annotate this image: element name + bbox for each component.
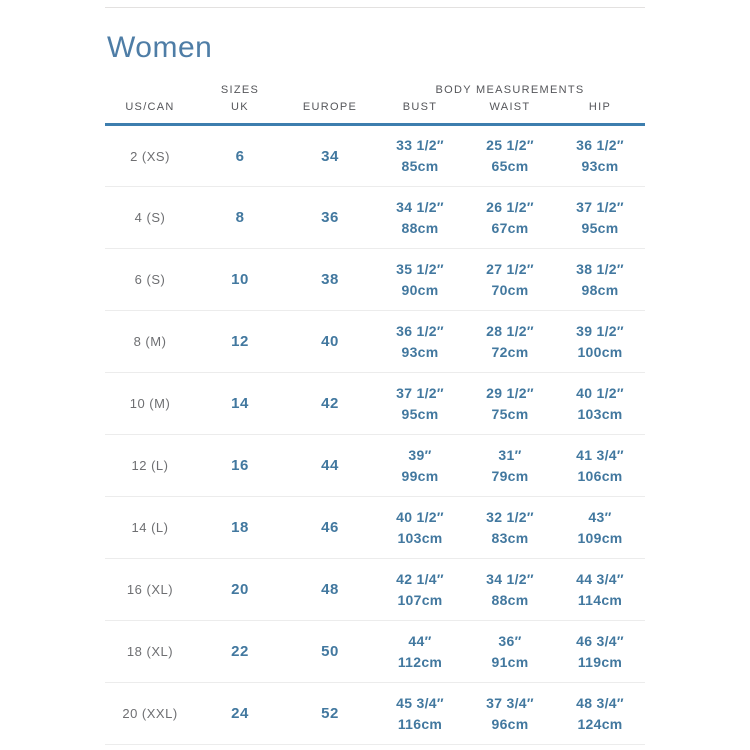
hip-measurement xyxy=(555,125,645,187)
waist-inches: 37 3/4″ xyxy=(486,694,534,711)
table-row xyxy=(105,311,645,373)
hip-measurement xyxy=(555,373,645,435)
hip-cm: 103cm xyxy=(577,405,623,422)
bust-inches: 36 1/2″ xyxy=(396,322,444,339)
waist-cm: 79cm xyxy=(491,467,529,484)
hip-inches: 46 3/4″ xyxy=(576,632,624,649)
waist-cm: 65cm xyxy=(491,158,529,174)
col-header-europe: EUROPE xyxy=(285,101,375,125)
column-header-row xyxy=(105,101,645,125)
uk-size: 8 xyxy=(235,209,245,226)
bust-inches: 34 1/2″ xyxy=(396,198,444,215)
waist-inches: 32 1/2″ xyxy=(486,508,534,525)
hip-measurement xyxy=(555,559,645,621)
bust-measurement xyxy=(375,249,465,311)
europe-size: 52 xyxy=(321,705,339,722)
bust-cm: 90cm xyxy=(401,281,439,298)
hip-cm: 100cm xyxy=(577,343,623,360)
hip-inches: 43″ xyxy=(588,508,612,525)
us-can-size: 14 (L) xyxy=(131,520,169,535)
col-header-us-can: US/CAN xyxy=(105,101,195,125)
europe-size: 44 xyxy=(321,457,339,474)
bust-inches: 45 3/4″ xyxy=(396,694,444,711)
hip-cm: 95cm xyxy=(581,219,619,236)
uk-size: 22 xyxy=(231,643,249,660)
women-size-table xyxy=(105,84,645,745)
waist-cm: 72cm xyxy=(491,343,529,360)
bust-measurement xyxy=(375,683,465,745)
hip-inches: 39 1/2″ xyxy=(576,322,624,339)
hip-cm: 109cm xyxy=(577,529,623,546)
europe-size: 42 xyxy=(321,395,339,412)
bust-cm: 99cm xyxy=(401,467,439,484)
table-row xyxy=(105,125,645,187)
bust-measurement xyxy=(375,373,465,435)
uk-size: 6 xyxy=(235,147,245,165)
uk-size: 14 xyxy=(231,395,249,412)
waist-measurement xyxy=(465,559,555,621)
bust-cm: 103cm xyxy=(397,529,443,546)
hip-measurement xyxy=(555,187,645,249)
waist-measurement xyxy=(465,311,555,373)
hip-inches: 44 3/4″ xyxy=(576,570,624,587)
group-header-body-measurements: BODY MEASUREMENTS xyxy=(435,84,585,96)
col-header-bust: BUST xyxy=(375,101,465,125)
bust-inches: 37 1/2″ xyxy=(396,384,444,401)
uk-size: 20 xyxy=(231,581,249,598)
page-title: Women xyxy=(107,31,213,64)
bust-measurement xyxy=(375,435,465,497)
hip-inches: 36 1/2″ xyxy=(576,137,624,153)
hip-cm: 124cm xyxy=(577,715,623,732)
us-can-size: 20 (XXL) xyxy=(122,706,178,721)
hip-measurement xyxy=(555,435,645,497)
waist-cm: 83cm xyxy=(491,529,529,546)
group-header-sizes: SIZES xyxy=(220,84,260,96)
hip-measurement xyxy=(555,683,645,745)
us-can-size: 8 (M) xyxy=(133,334,167,349)
waist-inches: 28 1/2″ xyxy=(486,322,534,339)
waist-inches: 25 1/2″ xyxy=(486,137,534,153)
hip-measurement xyxy=(555,249,645,311)
waist-cm: 91cm xyxy=(491,653,529,670)
europe-size: 40 xyxy=(321,333,339,350)
us-can-size: 16 (XL) xyxy=(126,582,174,597)
bust-measurement xyxy=(375,187,465,249)
table-row xyxy=(105,373,645,435)
europe-size: 50 xyxy=(321,643,339,660)
bust-measurement xyxy=(375,125,465,187)
waist-cm: 88cm xyxy=(491,591,529,608)
size-table-body xyxy=(105,125,645,745)
uk-size: 10 xyxy=(231,271,249,288)
waist-measurement xyxy=(465,249,555,311)
us-can-size: 18 (XL) xyxy=(126,644,174,659)
bust-inches: 35 1/2″ xyxy=(396,260,444,277)
waist-inches: 31″ xyxy=(498,446,522,463)
us-can-size: 6 (S) xyxy=(134,272,166,287)
uk-size: 16 xyxy=(231,457,249,474)
hip-cm: 106cm xyxy=(577,467,623,484)
waist-cm: 70cm xyxy=(491,281,529,298)
top-divider xyxy=(105,7,645,8)
hip-measurement xyxy=(555,311,645,373)
bust-cm: 107cm xyxy=(397,591,443,608)
bust-cm: 112cm xyxy=(397,653,443,670)
bust-inches: 33 1/2″ xyxy=(396,137,444,153)
uk-size: 12 xyxy=(231,333,249,350)
table-row xyxy=(105,683,645,745)
waist-cm: 67cm xyxy=(491,219,529,236)
hip-cm: 114cm xyxy=(577,591,623,608)
europe-size: 46 xyxy=(321,519,339,536)
waist-measurement xyxy=(465,621,555,683)
waist-inches: 34 1/2″ xyxy=(486,570,534,587)
bust-measurement xyxy=(375,621,465,683)
table-row xyxy=(105,497,645,559)
waist-measurement xyxy=(465,373,555,435)
europe-size: 38 xyxy=(321,271,339,288)
waist-inches: 27 1/2″ xyxy=(486,260,534,277)
us-can-size: 12 (L) xyxy=(131,458,169,473)
bust-inches: 44″ xyxy=(408,632,432,649)
col-header-hip: HIP xyxy=(555,101,645,125)
bust-cm: 85cm xyxy=(401,158,439,174)
bust-measurement xyxy=(375,559,465,621)
waist-measurement xyxy=(465,125,555,187)
bust-cm: 88cm xyxy=(401,219,439,236)
table-row xyxy=(105,559,645,621)
table-header xyxy=(105,84,645,125)
bust-cm: 116cm xyxy=(397,715,443,732)
waist-measurement xyxy=(465,683,555,745)
col-header-waist: WAIST xyxy=(465,101,555,125)
waist-measurement xyxy=(465,187,555,249)
waist-inches: 26 1/2″ xyxy=(486,198,534,215)
uk-size: 24 xyxy=(231,705,249,722)
hip-inches: 38 1/2″ xyxy=(576,260,624,277)
hip-inches: 48 3/4″ xyxy=(576,694,624,711)
hip-inches: 37 1/2″ xyxy=(576,198,624,215)
us-can-size: 4 (S) xyxy=(134,210,166,225)
hip-inches: 40 1/2″ xyxy=(576,384,624,401)
bust-inches: 42 1/4″ xyxy=(396,570,444,587)
waist-inches: 36″ xyxy=(498,632,522,649)
hip-cm: 98cm xyxy=(581,281,619,298)
uk-size: 18 xyxy=(231,519,249,536)
bust-cm: 93cm xyxy=(401,343,439,360)
hip-cm: 93cm xyxy=(581,158,619,174)
table-row xyxy=(105,435,645,497)
waist-cm: 75cm xyxy=(491,405,529,422)
bust-inches: 39″ xyxy=(408,446,432,463)
table-row xyxy=(105,249,645,311)
bust-inches: 40 1/2″ xyxy=(396,508,444,525)
us-can-size: 2 (XS) xyxy=(130,148,170,164)
us-can-size: 10 (M) xyxy=(129,396,171,411)
europe-size: 36 xyxy=(321,209,339,226)
bust-measurement xyxy=(375,311,465,373)
waist-measurement xyxy=(465,435,555,497)
hip-cm: 119cm xyxy=(577,653,623,670)
waist-measurement xyxy=(465,497,555,559)
waist-cm: 96cm xyxy=(491,715,529,732)
table-row xyxy=(105,187,645,249)
bust-measurement xyxy=(375,497,465,559)
hip-measurement xyxy=(555,621,645,683)
waist-inches: 29 1/2″ xyxy=(486,384,534,401)
europe-size: 34 xyxy=(321,147,339,165)
col-header-uk: UK xyxy=(195,101,285,125)
europe-size: 48 xyxy=(321,581,339,598)
bust-cm: 95cm xyxy=(401,405,439,422)
hip-inches: 41 3/4″ xyxy=(576,446,624,463)
table-row xyxy=(105,621,645,683)
hip-measurement xyxy=(555,497,645,559)
group-header-row xyxy=(105,84,645,101)
size-guide-page xyxy=(105,0,645,745)
